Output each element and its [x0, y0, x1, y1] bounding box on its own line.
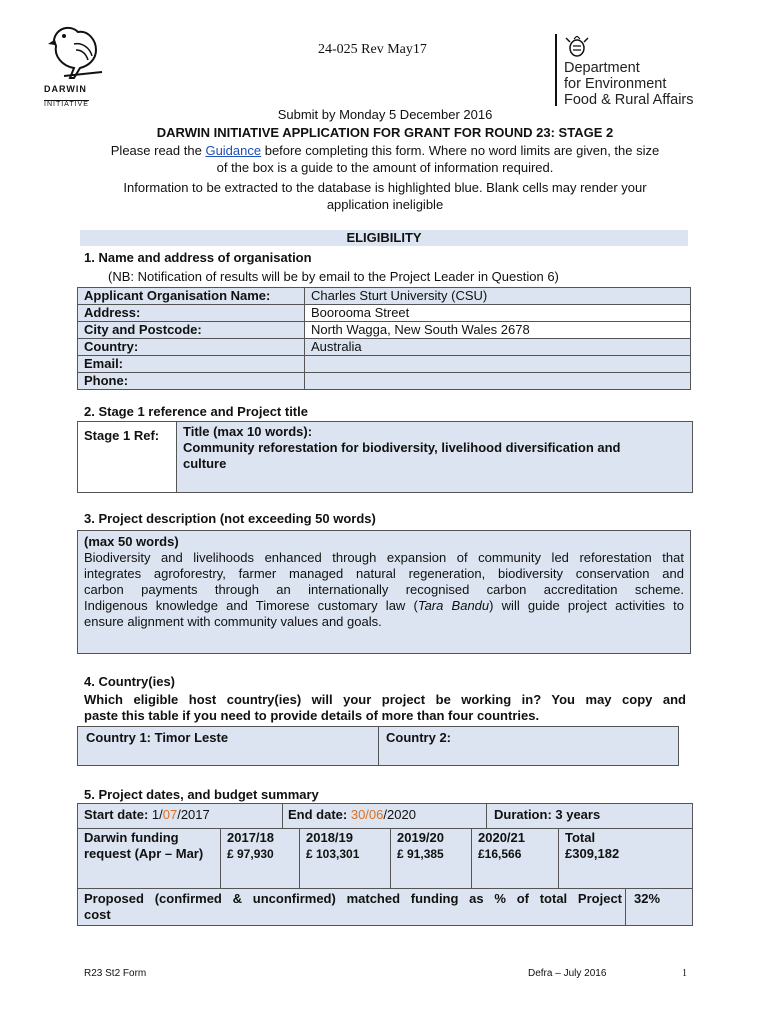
phone-field[interactable] — [305, 373, 691, 390]
guidance-note-post: before completing this form. Where no word limits are given, the size — [261, 143, 660, 158]
dates-row — [77, 803, 693, 829]
crest-icon — [564, 36, 590, 58]
description-line-4 — [84, 598, 684, 614]
tara-bandu-term: Tara Bandu — [417, 598, 490, 613]
table-row — [78, 305, 691, 322]
address-value[interactable]: Boorooma Street — [305, 305, 691, 322]
end-date-year: /2020 — [383, 807, 416, 822]
country-divider — [378, 727, 379, 765]
funding-label-2: request (Apr – Mar) — [84, 846, 204, 861]
country-1-field[interactable]: Country 1: Timor Leste — [86, 730, 229, 745]
country-label: Country: — [78, 339, 305, 356]
year-header: 2019/20 — [397, 830, 444, 845]
project-description-box[interactable] — [77, 530, 691, 654]
description-line-4-post: ) will guide project activities to — [489, 598, 684, 613]
q2-title: 2. Stage 1 reference and Project title — [84, 404, 308, 419]
country-table — [77, 726, 679, 766]
darwin-logo-text-1: DARWIN — [44, 84, 87, 94]
footer-date: Defra – July 2016 — [528, 968, 607, 979]
q5-title: 5. Project dates, and budget summary — [84, 787, 319, 802]
budget-cell-2018[interactable] — [300, 829, 391, 890]
budget-value: £ 103,301 — [306, 847, 360, 861]
guidance-link[interactable]: Guidance — [205, 143, 262, 158]
dates-divider-1 — [282, 804, 283, 828]
end-date-label: End date: — [288, 807, 351, 822]
phone-label: Phone: — [78, 373, 305, 390]
budget-value: £ 97,930 — [227, 847, 274, 861]
q3-title: 3. Project description (not exceeding 50 words) — [84, 511, 376, 526]
q1-note: (NB: Notification of results will be by email to the Project Leader in Question 6) — [108, 269, 559, 284]
city-label: City and Postcode: — [78, 322, 305, 339]
dates-divider-2 — [486, 804, 487, 828]
project-title-field[interactable] — [176, 422, 692, 492]
budget-cell-total[interactable] — [559, 829, 693, 890]
table-row — [78, 339, 691, 356]
guidance-note-2: of the box is a guide to the amount of information required. — [216, 160, 554, 175]
darwin-logo-text-2: INITIATIVE — [44, 101, 89, 108]
defra-name-3: Food & Rural Affairs — [564, 92, 694, 108]
year-header: 2018/19 — [306, 830, 353, 845]
q4-question-2: paste this table if you need to provide details of more than four countries. — [84, 708, 540, 723]
funding-label-1: Darwin funding — [84, 830, 179, 845]
form-title: DARWIN INITIATIVE APPLICATION FOR GRANT FOR ROUND 23: STAGE 2 — [156, 125, 614, 140]
matched-funding-row — [77, 888, 693, 926]
q4-title: 4. Country(ies) — [84, 674, 176, 689]
start-date-field[interactable] — [84, 807, 210, 822]
table-row — [78, 373, 691, 390]
matched-divider — [625, 889, 626, 925]
budget-cell-2017[interactable] — [221, 829, 300, 890]
organisation-table — [77, 287, 691, 390]
budget-cell-2019[interactable] — [391, 829, 472, 890]
org-name-label: Applicant Organisation Name: — [78, 288, 305, 305]
description-line-5: ensure alignment with community values and goals. — [84, 614, 382, 629]
title-label: Title (max 10 words): — [183, 424, 313, 439]
description-line-3: carbon payments through an internationally recognised carbon accreditation scheme. — [84, 582, 684, 597]
year-header: 2020/21 — [478, 830, 525, 845]
matched-funding-label — [84, 891, 622, 923]
budget-table — [77, 828, 693, 890]
description-line-4-pre: Indigenous knowledge and Timorese customary law ( — [84, 598, 418, 613]
table-row — [78, 288, 691, 305]
country-2-field[interactable]: Country 2: — [386, 730, 451, 745]
defra-name-1: Department — [564, 60, 640, 76]
end-date-daymonth: 30/06 — [350, 807, 384, 822]
footer-form-id: R23 St2 Form — [84, 968, 147, 979]
page-number: 1 — [682, 968, 687, 979]
database-note-2: application ineligible — [326, 197, 444, 212]
eligibility-heading: ELIGIBILITY — [80, 230, 688, 246]
funding-label — [78, 829, 221, 890]
table-row — [78, 356, 691, 373]
bird-icon — [44, 20, 108, 82]
stage1-ref-label: Stage 1 Ref: — [84, 428, 160, 443]
budget-value: £ 91,385 — [397, 847, 444, 861]
q4-question — [84, 692, 686, 724]
duration-field[interactable]: Duration: 3 years — [494, 807, 601, 822]
description-line-1: Biodiversity and livelihoods enhanced through expansion of community led reforestation that — [84, 550, 684, 565]
project-title-2: culture — [183, 456, 227, 471]
database-note-1: Information to be extracted to the database is highlighted blue. Blank cells may render your — [123, 180, 647, 195]
table-row — [78, 829, 693, 890]
guidance-note-pre: Please read the — [110, 143, 206, 158]
guidance-note — [60, 142, 710, 159]
year-header: 2017/18 — [227, 830, 274, 845]
submit-deadline: Submit by Monday 5 December 2016 — [277, 107, 493, 122]
project-title-1: Community reforestation for biodiversity, livelihood diversification and — [183, 440, 621, 455]
revision-label: 24-025 Rev May17 — [318, 42, 427, 57]
budget-value: £16,566 — [478, 847, 522, 861]
q1-title: 1. Name and address of organisation — [84, 250, 312, 265]
start-date-day: 1/ — [151, 807, 163, 822]
budget-total: £309,182 — [565, 846, 620, 861]
email-label: Email: — [78, 356, 305, 373]
q2-box — [77, 421, 693, 493]
logo-divider — [555, 34, 557, 106]
start-date-month: 07 — [162, 807, 178, 822]
matched-funding-value[interactable]: 32% — [634, 891, 661, 906]
defra-name-2: for Environment — [564, 76, 667, 92]
matched-funding-label-2: cost — [84, 907, 111, 922]
end-date-field[interactable] — [288, 807, 416, 822]
description-line-2: integrates agroforestry, farmer managed natural regeneration, biodiversity conservation and — [84, 566, 684, 581]
country-value[interactable]: Australia — [305, 339, 691, 356]
budget-cell-2020[interactable] — [472, 829, 559, 890]
address-label: Address: — [78, 305, 305, 322]
table-row — [78, 322, 691, 339]
max-words-label: (max 50 words) — [84, 534, 179, 549]
year-header: Total — [565, 830, 596, 845]
q4-question-1: Which eligible host country(ies) will your project be working in? You may copy and — [84, 692, 686, 707]
start-date-label: Start date: — [84, 807, 152, 822]
start-date-year: /2017 — [177, 807, 210, 822]
matched-funding-label-1: Proposed (confirmed & unconfirmed) matched funding as % of total Project — [84, 891, 622, 906]
email-field[interactable] — [305, 356, 691, 373]
org-name-value[interactable]: Charles Sturt University (CSU) — [305, 288, 691, 305]
city-value[interactable]: North Wagga, New South Wales 2678 — [305, 322, 691, 339]
darwin-logo — [44, 20, 108, 108]
